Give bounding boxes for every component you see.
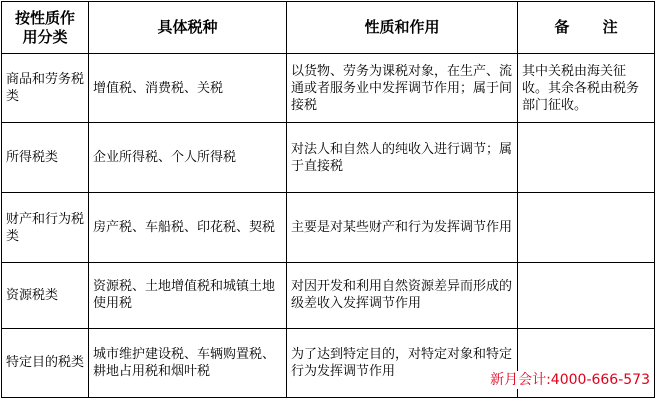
tax-types-cell: 房产税、车船税、印花税、契税 [89, 193, 287, 262]
note-cell: 其中关税由海关征收。其余各税由税务部门征收。 [518, 54, 655, 123]
table-row [2, 193, 655, 262]
note-cell [518, 193, 655, 262]
watermark-contact: 新月会计:4000-666-573 [490, 372, 650, 388]
header-category-line1: 按性质作 [14, 8, 75, 27]
header-category-line2: 用分类 [22, 27, 68, 46]
category-cell: 特定目的税类 [2, 328, 89, 397]
tax-types-cell: 资源税、土地增值税和城镇土地使用税 [89, 262, 287, 328]
nature-cell: 为了达到特定目的，对特定对象和特定行为发挥调节作用 [287, 328, 518, 397]
header-category [2, 2, 89, 54]
tax-types-cell: 增值税、消费税、关税 [89, 54, 287, 123]
tax-types-cell: 企业所得税、个人所得税 [89, 123, 287, 193]
nature-cell: 对因开发和利用自然资源差异而形成的级差收入发挥调节作用 [287, 262, 518, 328]
nature-cell: 对法人和自然人的纯收入进行调节；属于直接税 [287, 123, 518, 193]
category-cell: 商品和劳务税类 [2, 54, 89, 123]
nature-cell: 主要是对某些财产和行为发挥调节作用 [287, 193, 518, 262]
tax-classification-table [1, 1, 655, 398]
category-cell: 财产和行为税类 [2, 193, 89, 262]
note-cell [518, 262, 655, 328]
tax-types-cell: 城市维护建设税、车辆购置税、耕地占用税和烟叶税 [89, 328, 287, 397]
nature-cell: 以货物、劳务为课税对象，在生产、流通或者服务业中发挥调节作用；属于间接税 [287, 54, 518, 123]
table-row [2, 54, 655, 123]
header-tax-types: 具体税种 [89, 2, 287, 54]
note-cell [518, 123, 655, 193]
header-nature-and-role: 性质和作用 [287, 2, 518, 54]
header-notes: 备 注 [518, 2, 655, 54]
table-header-row [2, 2, 655, 54]
category-cell: 所得税类 [2, 123, 89, 193]
category-cell: 资源税类 [2, 262, 89, 328]
table-row [2, 262, 655, 328]
table-row [2, 123, 655, 193]
